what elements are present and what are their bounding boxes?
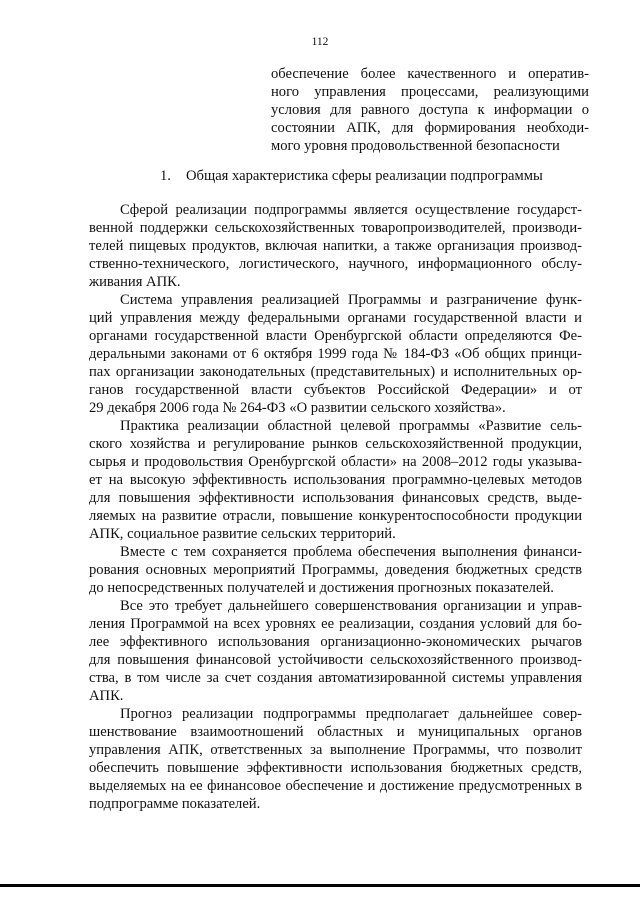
body-line: для повышения финансовой устойчивости сельскохозяйственного производ- — [89, 652, 582, 668]
body-line: рования основных мероприятий Программы, доведения бюджетных средств — [89, 562, 582, 578]
intro-line: условия для равного доступа к информации о — [271, 102, 589, 118]
body-line: ций управления между федеральными органами государственной власти и — [89, 310, 582, 326]
body-line: живания АПК. — [89, 274, 181, 290]
intro-line: ного управления процессами, реализующими — [271, 84, 589, 100]
body-line: шенствование взаимоотношений областных и муниципальных органов — [89, 724, 582, 740]
body-line: ляемых на развитие отрасли, повышение конкурентоспособности продукции — [89, 508, 582, 524]
body-line: для повышения эффективности использования финансовых средств, выде- — [89, 490, 582, 506]
body-line: подпрограмме показателей. — [89, 796, 261, 812]
body-line: ственно-технического, логистического, научного, информационного обслу- — [89, 256, 582, 272]
intro-line: мого уровня продовольственной безопасности — [271, 138, 560, 154]
body-line: венной поддержки сельскохозяйственных товаропроизводителей, производи- — [89, 220, 582, 236]
body-line: до непосредственных получателей и достижения прогнозных показателей. — [89, 580, 554, 596]
body-line: обеспечить повышение эффективности использования бюджетных средств, — [89, 760, 582, 776]
body-line: сырья и продовольствия Оренбургской области» на 2008–2012 годы указыва- — [89, 454, 582, 470]
body-line: ет на высокую эффективность использования программно-целевых методов — [89, 472, 582, 488]
body-line: ства, в том числе за счет создания автоматизированной системы управления — [89, 670, 582, 686]
page-number: 112 — [311, 36, 329, 48]
intro-line: обеспечение более качественного и оператив- — [271, 66, 589, 82]
body-line: Сферой реализации подпрограммы является осуществление государст- — [120, 202, 582, 218]
body-line: АПК, социальное развитие сельских территорий. — [89, 526, 396, 542]
body-line: ления Программой на всех уровнях ее реализации, создания условий для бо- — [89, 616, 582, 632]
body-line: деральными законами от 6 октября 1999 года № 184-ФЗ «Об общих принци- — [89, 346, 582, 362]
body-line: ского хозяйства и регулирование рынков сельскохозяйственной продукции, — [89, 436, 582, 452]
body-line: 29 декабря 2006 года № 264-ФЗ «О развитии сельского хозяйства». — [89, 400, 506, 416]
body-line: ганов государственной власти субъектов Российской Федерации» и от — [89, 382, 582, 398]
intro-line: состоянии АПК, для формирования необходи- — [271, 120, 589, 136]
section-number: 1. — [160, 168, 171, 184]
body-line: выделяемых на ее финансовое обеспечение и достижение предусмотренных в — [89, 778, 582, 794]
body-line: телей пищевых продуктов, включая напитки, а также организация производ- — [89, 238, 582, 254]
bottom-rule — [0, 884, 640, 887]
body-line: Прогноз реализации подпрограммы предполагает дальнейшее совер- — [120, 706, 582, 722]
body-line: пах организации законодательных (представительных) и исполнительных ор- — [89, 364, 582, 380]
body-line: органами государственной власти Оренбургской области определяются Фе- — [89, 328, 582, 344]
body-line: лее эффективного использования организационно-экономических рычагов — [89, 634, 582, 650]
body-line: АПК. — [89, 688, 124, 704]
body-line: Все это требует дальнейшего совершенствования организации и управ- — [120, 598, 582, 614]
body-line: Система управления реализацией Программы и разграничение функ- — [120, 292, 582, 308]
body-line: управления АПК, ответственных за выполнение Программы, что позволит — [89, 742, 582, 758]
body-line: Практика реализации областной целевой программы «Развитие сель- — [120, 418, 582, 434]
section-heading — [160, 168, 543, 185]
section-title: Общая характеристика сферы реализации подпрограммы — [186, 168, 543, 184]
body-line: Вместе с тем сохраняется проблема обеспечения выполнения финанси- — [120, 544, 582, 560]
